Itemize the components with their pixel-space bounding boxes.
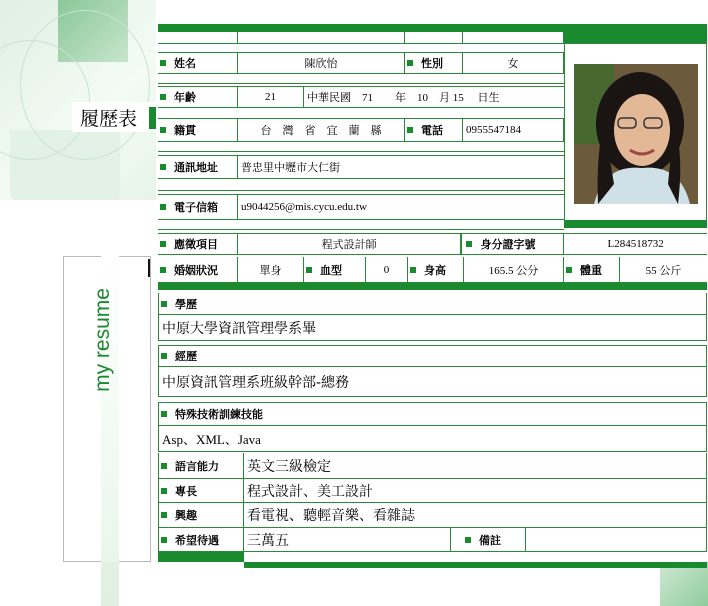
job-label: 應徵項目 — [158, 234, 238, 254]
experience-value: 中原資訊管理系班級幹部-總務 — [162, 374, 350, 391]
marital-value: 單身 — [238, 257, 304, 282]
education-value: 中原大學資訊管理學系畢 — [162, 320, 316, 337]
id-value: L284518732 — [607, 238, 664, 250]
job-value: 程式設計師 — [238, 234, 462, 254]
stats-row — [158, 257, 707, 283]
height-label: 身高 — [408, 257, 464, 282]
age-value: 21 — [238, 87, 304, 107]
name-value: 陳欣怡 — [238, 53, 405, 73]
gender-value: 女 — [463, 53, 564, 73]
hobby-value: 看電視、聽輕音樂、看雜誌 — [247, 508, 415, 524]
blood-label: 血型 — [304, 257, 366, 282]
education-header — [158, 293, 707, 315]
language-value: 英文三級檢定 — [247, 458, 331, 475]
resume-label: my resume — [91, 288, 114, 392]
birth-value: 中華民國 71 年 10 月 15 日生 — [307, 92, 500, 104]
address-label: 通訊地址 — [158, 156, 238, 178]
education-label: 學歷 — [159, 293, 197, 314]
corner-decoration — [660, 562, 708, 606]
weight-value: 55 公斤 — [645, 264, 682, 277]
phone-label: 電話 — [405, 119, 463, 141]
height-value: 165.5 公分 — [464, 257, 564, 282]
experience-row — [158, 367, 707, 397]
portrait-photo — [574, 64, 698, 204]
job-row — [158, 233, 707, 255]
specialty-label: 專長 — [159, 479, 244, 502]
weight-label: 體重 — [564, 257, 620, 282]
section-bar — [158, 283, 707, 290]
bottom-bar — [244, 562, 707, 568]
address-row — [158, 155, 564, 179]
skills-label: 特殊技術訓練技能 — [159, 403, 263, 425]
skills-header — [158, 402, 707, 426]
remark-label: 備註 — [451, 528, 526, 551]
skills-value: Asp、XML、Java — [162, 432, 261, 447]
spacer-row — [158, 74, 564, 84]
hobby-label: 興趣 — [159, 503, 244, 527]
salary-row — [158, 528, 707, 552]
hobby-row — [158, 503, 707, 528]
language-label: 語言能力 — [159, 453, 244, 478]
photo-bar — [564, 220, 707, 228]
gender-label: 性別 — [405, 53, 463, 73]
top-bar — [158, 24, 707, 32]
page-title: 履歷表 — [72, 102, 156, 132]
language-row — [158, 453, 707, 479]
skills-row — [158, 426, 707, 452]
salary-value: 三萬五 — [244, 528, 451, 551]
email-label: 電子信箱 — [158, 195, 238, 219]
origin-label: 籍貫 — [158, 119, 238, 141]
marital-label: 婚姻狀況 — [158, 257, 238, 282]
age-row — [158, 86, 564, 108]
email-row — [158, 194, 564, 220]
salary-label: 希望待遇 — [159, 528, 244, 551]
remark-value — [526, 528, 706, 551]
spacer-row — [158, 32, 707, 44]
experience-header — [158, 345, 707, 367]
blood-value: 0 — [366, 257, 408, 282]
origin-row — [158, 118, 564, 142]
bottom-bar-left — [158, 552, 244, 562]
education-row — [158, 315, 707, 341]
spacer-row — [158, 222, 564, 230]
email-value: u9044256@mis.cycu.edu.tw — [241, 201, 367, 213]
age-label: 年齡 — [158, 87, 238, 107]
name-label: 姓名 — [158, 53, 238, 73]
address-value: 普忠里中壢市大仁街 — [241, 162, 340, 174]
experience-label: 經歷 — [159, 346, 197, 366]
spacer-row — [158, 179, 564, 191]
spacer-row — [158, 142, 564, 152]
specialty-row — [158, 479, 707, 503]
phone-value: 0955547184 — [463, 119, 564, 141]
id-label: 身分證字號 — [462, 234, 564, 254]
cursor-mark — [148, 259, 150, 277]
specialty-value: 程式設計、美工設計 — [247, 483, 373, 500]
origin-value: 台 灣 省 宜 蘭 縣 — [238, 119, 405, 141]
title-marker — [149, 107, 156, 129]
name-row — [158, 52, 564, 74]
